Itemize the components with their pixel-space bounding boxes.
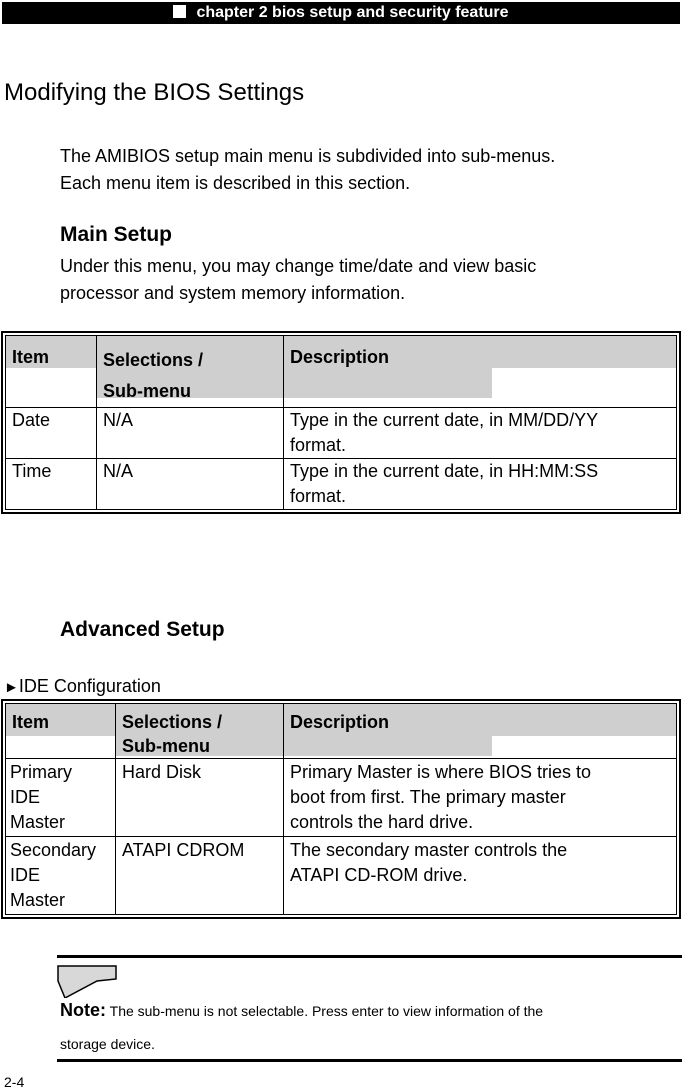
main-setup-desc-line-2: processor and system memory information.: [60, 283, 406, 303]
square-bullet-icon: [173, 5, 186, 18]
note-bottom-rule: [57, 1059, 682, 1062]
cell-description: The secondary master controls the ATAPI CD-ROM drive.: [284, 837, 677, 915]
ide-configuration-table: [1, 699, 681, 919]
table-header-row: [6, 336, 677, 408]
ide-configuration-label: [4, 676, 161, 697]
note-label: Note:: [60, 1000, 106, 1020]
column-header-description: Description: [284, 704, 677, 759]
cell-selection: Hard Disk: [116, 759, 284, 837]
advanced-setup-heading: Advanced Setup: [60, 618, 225, 641]
table-row: [6, 408, 677, 459]
cell-item: Time: [6, 459, 97, 510]
intro-line-1: The AMIBIOS setup main menu is subdivided into sub-menus.: [60, 146, 556, 166]
note-text-line-2: storage device.: [60, 1036, 155, 1052]
table-row: [6, 459, 677, 510]
column-header-item: Item: [6, 336, 97, 408]
cell-description: Type in the current date, in HH:MM:SS format.: [284, 459, 677, 510]
column-header-selections: [97, 336, 284, 408]
table-row: [6, 837, 677, 915]
column-header-description: Description: [284, 336, 677, 408]
table-row: [6, 759, 677, 837]
header-submenu-line: Sub-menu: [122, 736, 210, 756]
column-header-item: Item: [6, 704, 116, 759]
table-header-row: [6, 704, 677, 759]
cell-selection: N/A: [97, 408, 284, 459]
main-setup-description: [60, 253, 660, 307]
arrow-right-icon: ►: [4, 679, 19, 696]
header-selections-line: Selections /: [103, 350, 204, 370]
main-setup-table: [1, 331, 681, 514]
header-submenu-line: Sub-menu: [103, 381, 191, 401]
main-setup-heading: Main Setup: [60, 223, 173, 246]
chapter-header: [2, 2, 680, 24]
cell-description: Type in the current date, in MM/DD/YY format.: [284, 408, 677, 459]
intro-line-2: Each menu item is described in this section.: [60, 173, 411, 193]
intro-paragraph: [60, 143, 660, 197]
page-number: 2-4: [4, 1074, 25, 1090]
chapter-header-text: chapter 2 bios setup and security feature: [196, 4, 509, 21]
cell-selection: N/A: [97, 459, 284, 510]
ide-configuration-text: IDE Configuration: [18, 676, 161, 696]
note-top-rule: [57, 955, 682, 958]
cell-item: Secondary IDE Master: [6, 837, 116, 915]
note-text-line-1: Note: The sub-menu is not selectable. Press enter to view information of the: [60, 1000, 544, 1020]
cell-selection: ATAPI CDROM: [116, 837, 284, 915]
column-header-selections: [116, 704, 284, 759]
note-tab-icon: [57, 965, 117, 998]
cell-item: Primary IDE Master: [6, 759, 116, 837]
main-setup-desc-line-1: Under this menu, you may change time/date and view basic: [60, 256, 537, 276]
header-selections-line: Selections /: [122, 712, 223, 732]
cell-description: Primary Master is where BIOS tries to boot from first. The primary master controls the hard drive.: [284, 759, 677, 837]
cell-item: Date: [6, 408, 97, 459]
page-title: Modifying the BIOS Settings: [4, 79, 305, 106]
